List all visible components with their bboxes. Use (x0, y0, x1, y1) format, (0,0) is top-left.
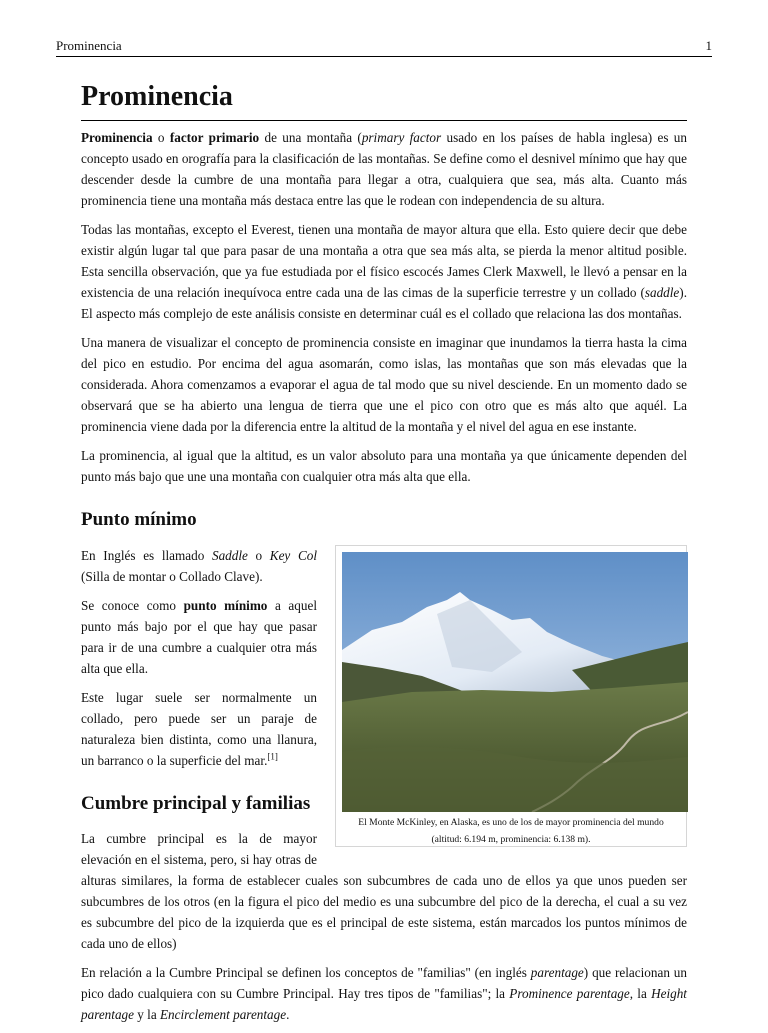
section-heading-punto-minimo: Punto mínimo (81, 508, 197, 530)
section-heading-cumbre-principal: Cumbre principal y familias (81, 793, 311, 815)
text-run: a aquel punto más bajo por el que hay que pasar para ir de una cumbre a cualquier otra más alta que ella. (81, 598, 317, 677)
english-term-italic: primary factor (361, 129, 442, 145)
text-run: Este lugar suele ser normalmente un collado, pero puede ser un paraje de naturaleza bien distinta, como una llanura, un barranco o la superficie del mar. (81, 690, 317, 769)
saddle-term-italic: Saddle (211, 548, 248, 564)
article-title: Prominencia (81, 80, 687, 121)
section2-paragraph-1: La cumbre principal es la de mayor elevación en el sistema, pero, si hay otras de alturas similares, la forma de establecer cuales son subcumbres de cada uno de ellos ya que unos pueden ser subcumbres de los otros (en la figura el pico del medio es una subcumbre del pico de la derecha, el cual a su vez es subcumbre del pico de la izquierda que es el principal de este sistema, están marcados los puntos mínimos de cada uno de ellos) (81, 831, 687, 952)
mckinley-figure (335, 545, 687, 847)
text-run: En relación a la Cumbre Principal se definen los conceptos de "familias" (en inglés (81, 965, 531, 981)
text-run: Se conoce como (81, 598, 184, 614)
text-run: Todas las montañas, excepto el Everest, tienen una montaña de mayor altura que ella. Esto quiere decir que debe existir algún lugar tal que para pasar de una montaña a otra que sea más alta, se pierda la menor altitud posible. Esta sencilla observación, que ya fue estudiada por el físico escocés James Clerk Maxwell, le llevó a pensar en la existencia de una relación inequívoca entre cada una de las cimas de la superficie terrestre y un collado ( (81, 221, 687, 300)
saddle-italic: saddle (644, 284, 680, 300)
running-header (56, 36, 712, 57)
running-header-title: Prominencia (56, 38, 122, 53)
mountain-photo (342, 552, 688, 812)
text-run: o (152, 129, 170, 145)
section2-paragraph-2 (81, 962, 687, 1025)
text-run: ) que relacionan un pico dado cualquiera con su Cumbre Principal. Hay tres tipos de "familias"; la (81, 965, 687, 1002)
text-run: . (286, 1007, 290, 1023)
page-number: 1 (705, 38, 712, 53)
height-parentage-italic: Height parentage (81, 986, 687, 1023)
text-run: de una montaña ( (259, 129, 362, 145)
prominence-parentage-italic: Prominence parentage (509, 986, 630, 1002)
parentage-italic: parentage (530, 965, 584, 981)
term-bold: Prominencia (81, 129, 153, 145)
text-run: o (247, 548, 270, 564)
reference-link[interactable]: [1] (267, 752, 278, 762)
punto-minimo-bold: punto mínimo (183, 598, 268, 614)
text-run: usado en los países de habla inglesa) es un concepto usado en orografía para la clasificación de las montañas. Se define como el desnivel mínimo que hay que descender desde la cumbre de una montaña para llegar a otra, cualquiera que sea, más alta. Cuanto más prominencia tiene una montaña más destaca entre las que le rodean con independencia de su altura. (81, 129, 687, 208)
article-body (81, 80, 687, 1033)
key-col-italic: Key Col (269, 548, 317, 564)
paragraph-4: La prominencia, al igual que la altitud, es un valor absoluto para una montaña ya que únicamente dependen del punto más bajo que une una montaña con cualquier otra más alta que ella. (81, 447, 687, 484)
paragraph-2 (81, 219, 687, 324)
text-run: , la (629, 986, 652, 1002)
figure-caption (342, 814, 680, 848)
alt-term-bold: factor primario (169, 129, 260, 145)
paragraph-3: Una manera de visualizar el concepto de prominencia consiste en imaginar que inundamos la tierra hasta la cima del pico en estudio. Por encima del agua asomarán, como islas, las montañas que son más elevadas que la considerada. Ahora comenzamos a evaporar el agua de tal modo que su nivel desciende. En un momento dado se observará que se ha abierto una lengua de tierra que une el pico con otro que es más alto que aquél. La prominencia viene dada por la diferencia entre la altitud de la montaña y el nivel del agua en ese instante. (81, 334, 687, 434)
text-run: En Inglés es llamado (81, 548, 212, 564)
encirclement-parentage-italic: Encirclement parentage (160, 1007, 287, 1023)
caption-line-2: (altitud: 6.194 m, prominencia: 6.138 m). (431, 834, 591, 846)
caption-line-1: El Monte McKinley, en Alaska, es uno de los de mayor prominencia del mundo (358, 817, 664, 829)
intro-paragraph (81, 127, 687, 211)
text-run: ). El aspecto más complejo de este análisis consiste en determinar cuál es el collado que relaciona las dos montañas. (81, 284, 687, 321)
text-run: y la (133, 1007, 160, 1023)
text-run: (Silla de montar o Collado Clave). (81, 569, 263, 585)
